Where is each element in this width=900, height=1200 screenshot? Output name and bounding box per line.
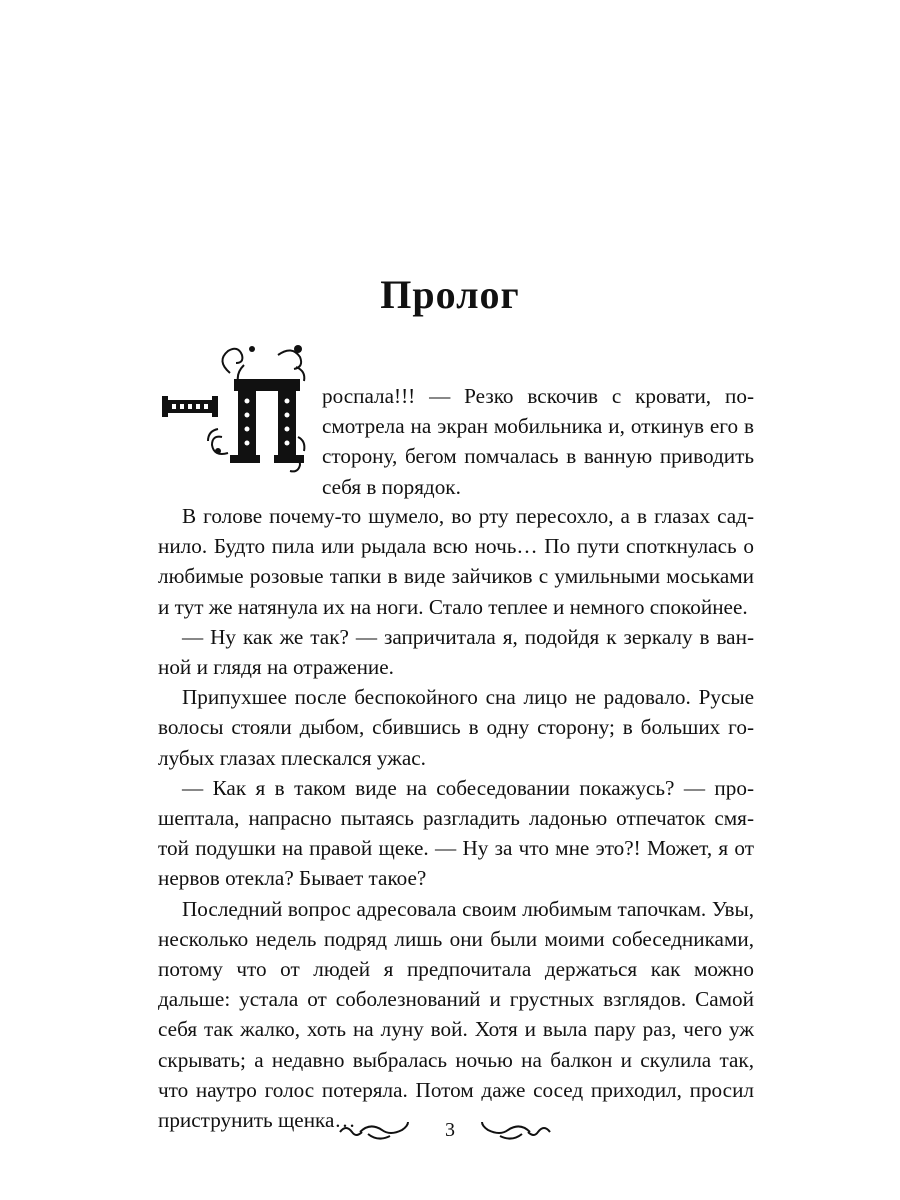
flourish-left-icon xyxy=(338,1120,410,1142)
flourish-right-icon xyxy=(480,1120,552,1142)
paragraph: В голове почему-то шумело, во рту пересохло, а в глазах саднило. Будто пила или рыдала всю ночь… По пути споткнулась о любимые розовые тапки в виде зайчиков с умильными моськами и тут же натянула их на ноги. Стало теплее и немного спокойнее. xyxy=(158,504,754,619)
paragraph: Последний вопрос адресовала своим любимым тапочкам. Увы, несколько недель подряд лишь они были моими собеседниками, потому что от людей я предпочитала держаться как можно дальше: устала от соболезнований и грустных взглядов. Самой себя так жалко, хоть на луну вой. Хотя и выла пару раз, чего уж скрывать; а недавно выбралась ночью на балкон и скулила так, что наутро голос потеряла. Потом даже сосед приходил, просил приструнить щенка… xyxy=(158,896,754,1133)
paragraph: — Как я в таком виде на собеседовании покажусь? — прошептала, напрасно пытаясь разгладить ладонью отпечаток смятой подушки на правой щеке. — Ну за что мне это?! Может, я от нервов отекла? Бывает такое? xyxy=(158,775,754,891)
page-footer xyxy=(0,1116,900,1146)
body-text xyxy=(158,501,754,1135)
chapter-title: Пролог xyxy=(380,271,520,317)
page-number: 3 xyxy=(445,1119,455,1141)
ornamental-initial xyxy=(158,343,318,475)
paragraph: — Ну как же так? — запричитала я, подойдя к зеркалу в ванной и глядя на отражение. xyxy=(158,624,754,680)
ornamental-drop-cap-icon xyxy=(158,343,318,475)
paragraph: Припухшее после беспокойного сна лицо не радовало. Русые волосы стояли дыбом, сбившись в одну сторону; в больших голубых глазах плескался ужас. xyxy=(158,685,754,770)
paragraph-opening: роспала!!! — Резко вскочив с кровати, посмотрела на экран мобильника и, откинув его в сторону, бегом помчалась в ванную приводить себя в порядок. xyxy=(322,384,754,499)
